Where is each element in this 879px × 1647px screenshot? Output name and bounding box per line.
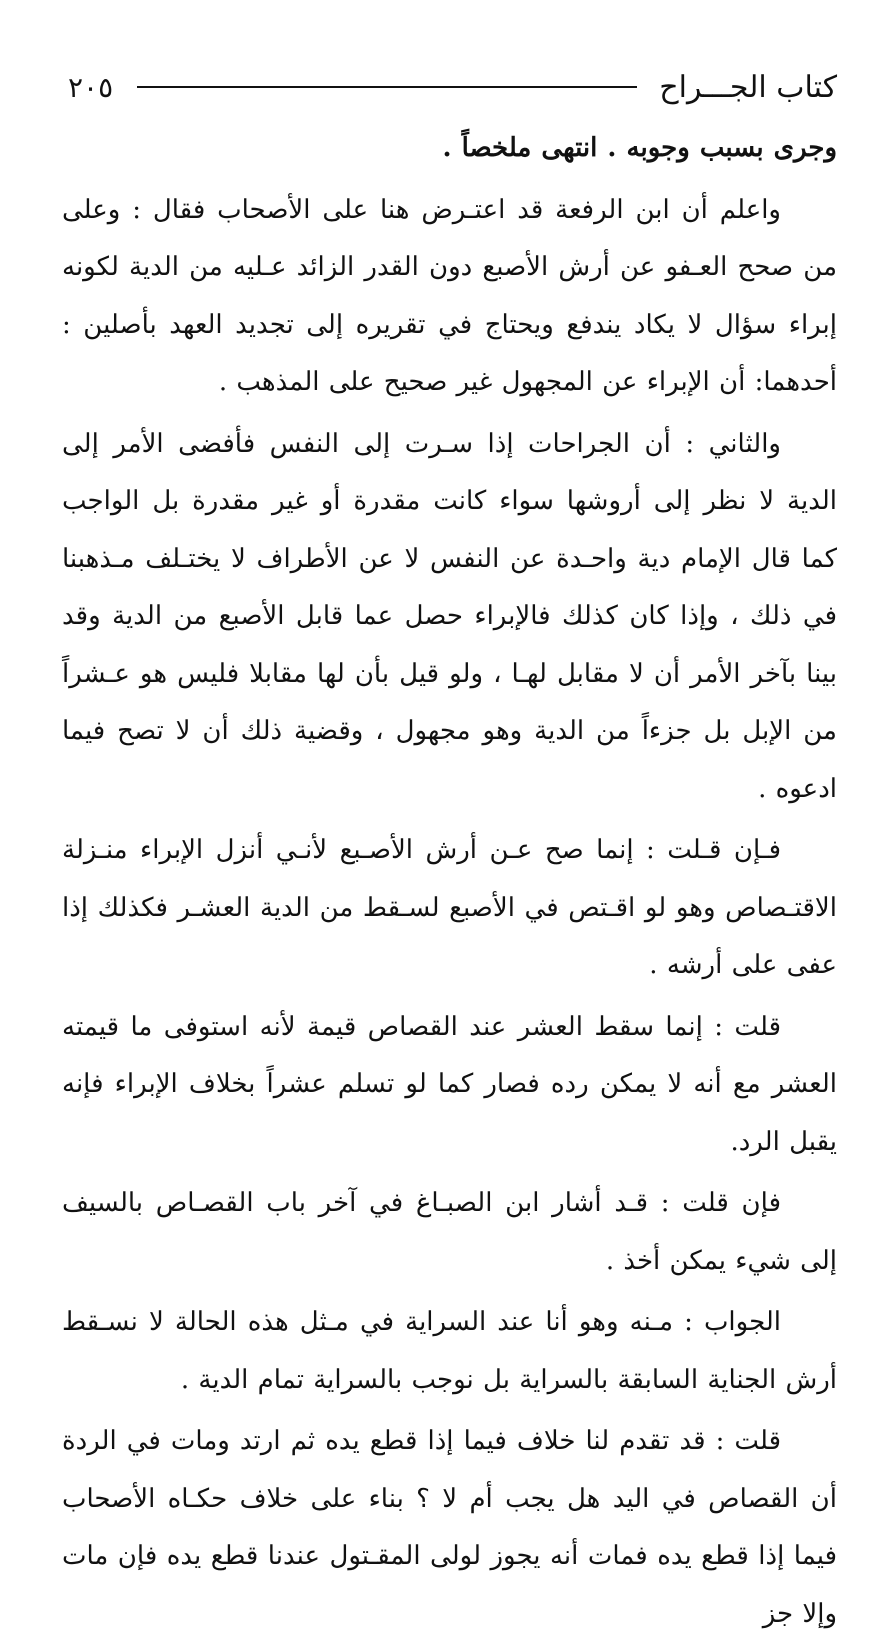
page-header xyxy=(68,62,837,112)
paragraph: الجواب : مـنه وهو أنا عند السراية في مـثل هذه الحالة لا نسـقط أرش الجناية السابقة بالسراية بل نوجب بالسراية تمام الدية . xyxy=(62,1307,837,1395)
running-title: كتاب الجـــراح xyxy=(659,69,837,105)
paragraph: قلت : إنما سقط العشر عند القصاص قيمة لأنه استوفى ما قيمته العشر مع أنه لا يمكن رده فصار كما لو تسلم عشراً بخلاف الإبراء فإنه يقبل الرد. xyxy=(62,1011,837,1157)
paragraph: واعلم أن ابن الرفعة قد اعتـرض هنا على الأصحاب فقال : وعلى من صحح العـفو عن أرش الأصبع دون القدر الزائد عـليه من الدية لكونه إبراء سؤال لا يكاد يندفع ويحتاج في تقريره إلى تجديد العهد بأصلين : أحدهما: أن الإبراء عن المجهول غير صحيح على المذهب . xyxy=(62,194,837,397)
paragraph: فإن قلت : قـد أشار ابن الصبـاغ في آخر باب القصـاص بالسيف إلى شيء يمكن أخذ . xyxy=(62,1188,837,1276)
paragraph: قلت : قد تقدم لنا خلاف فيما إذا قطع يده ثم ارتد ومات في الردة أن القصاص في اليد هل يجب أم لا ؟ بناء على خلاف حكـاه الأصحاب فيما إذا قطع يده فمات أنه يجوز لولى المقـتول عندنا قطع يده فإن مات وإلا جز xyxy=(62,1426,837,1629)
body-text xyxy=(62,120,837,1647)
header-rule xyxy=(137,86,637,88)
paragraph: فـإن قـلت : إنما صح عـن أرش الأصـبع لأنـي أنزل الإبراء منـزلة الاقتـصاص وهو لو اقـتص في الأصبع لسـقط من الدية العشـر فكذلك إذا عفى على أرشه . xyxy=(62,835,837,980)
paragraph: وجرى بسبب وجوبه . انتهى ملخصاً . xyxy=(442,133,837,163)
page-number: ٢٠٥ xyxy=(68,70,114,104)
paragraph: والثاني : أن الجراحات إذا سـرت إلى النفس فأفضى الأمر إلى الدية لا نظر إلى أروشها سواء كانت مقدرة أو غير مقدرة بل الواجب كما قال الإمام دية واحـدة عن النفس لا عن الأطراف لا يختـلف مـذهبنا في ذلك ، وإذا كان كذلك فالإبراء حصل عما قابل الأصبع من الدية وقد بينا بآخر الأمر أن لا مقابل لهـا ، ولو قيل بأن لها مقابلا فليس هو عـشراً من الإبل بل جزءاً من الدية وهو مجهول ، وقضية ذلك أن لا تصح فيما ادعوه . xyxy=(62,428,837,804)
